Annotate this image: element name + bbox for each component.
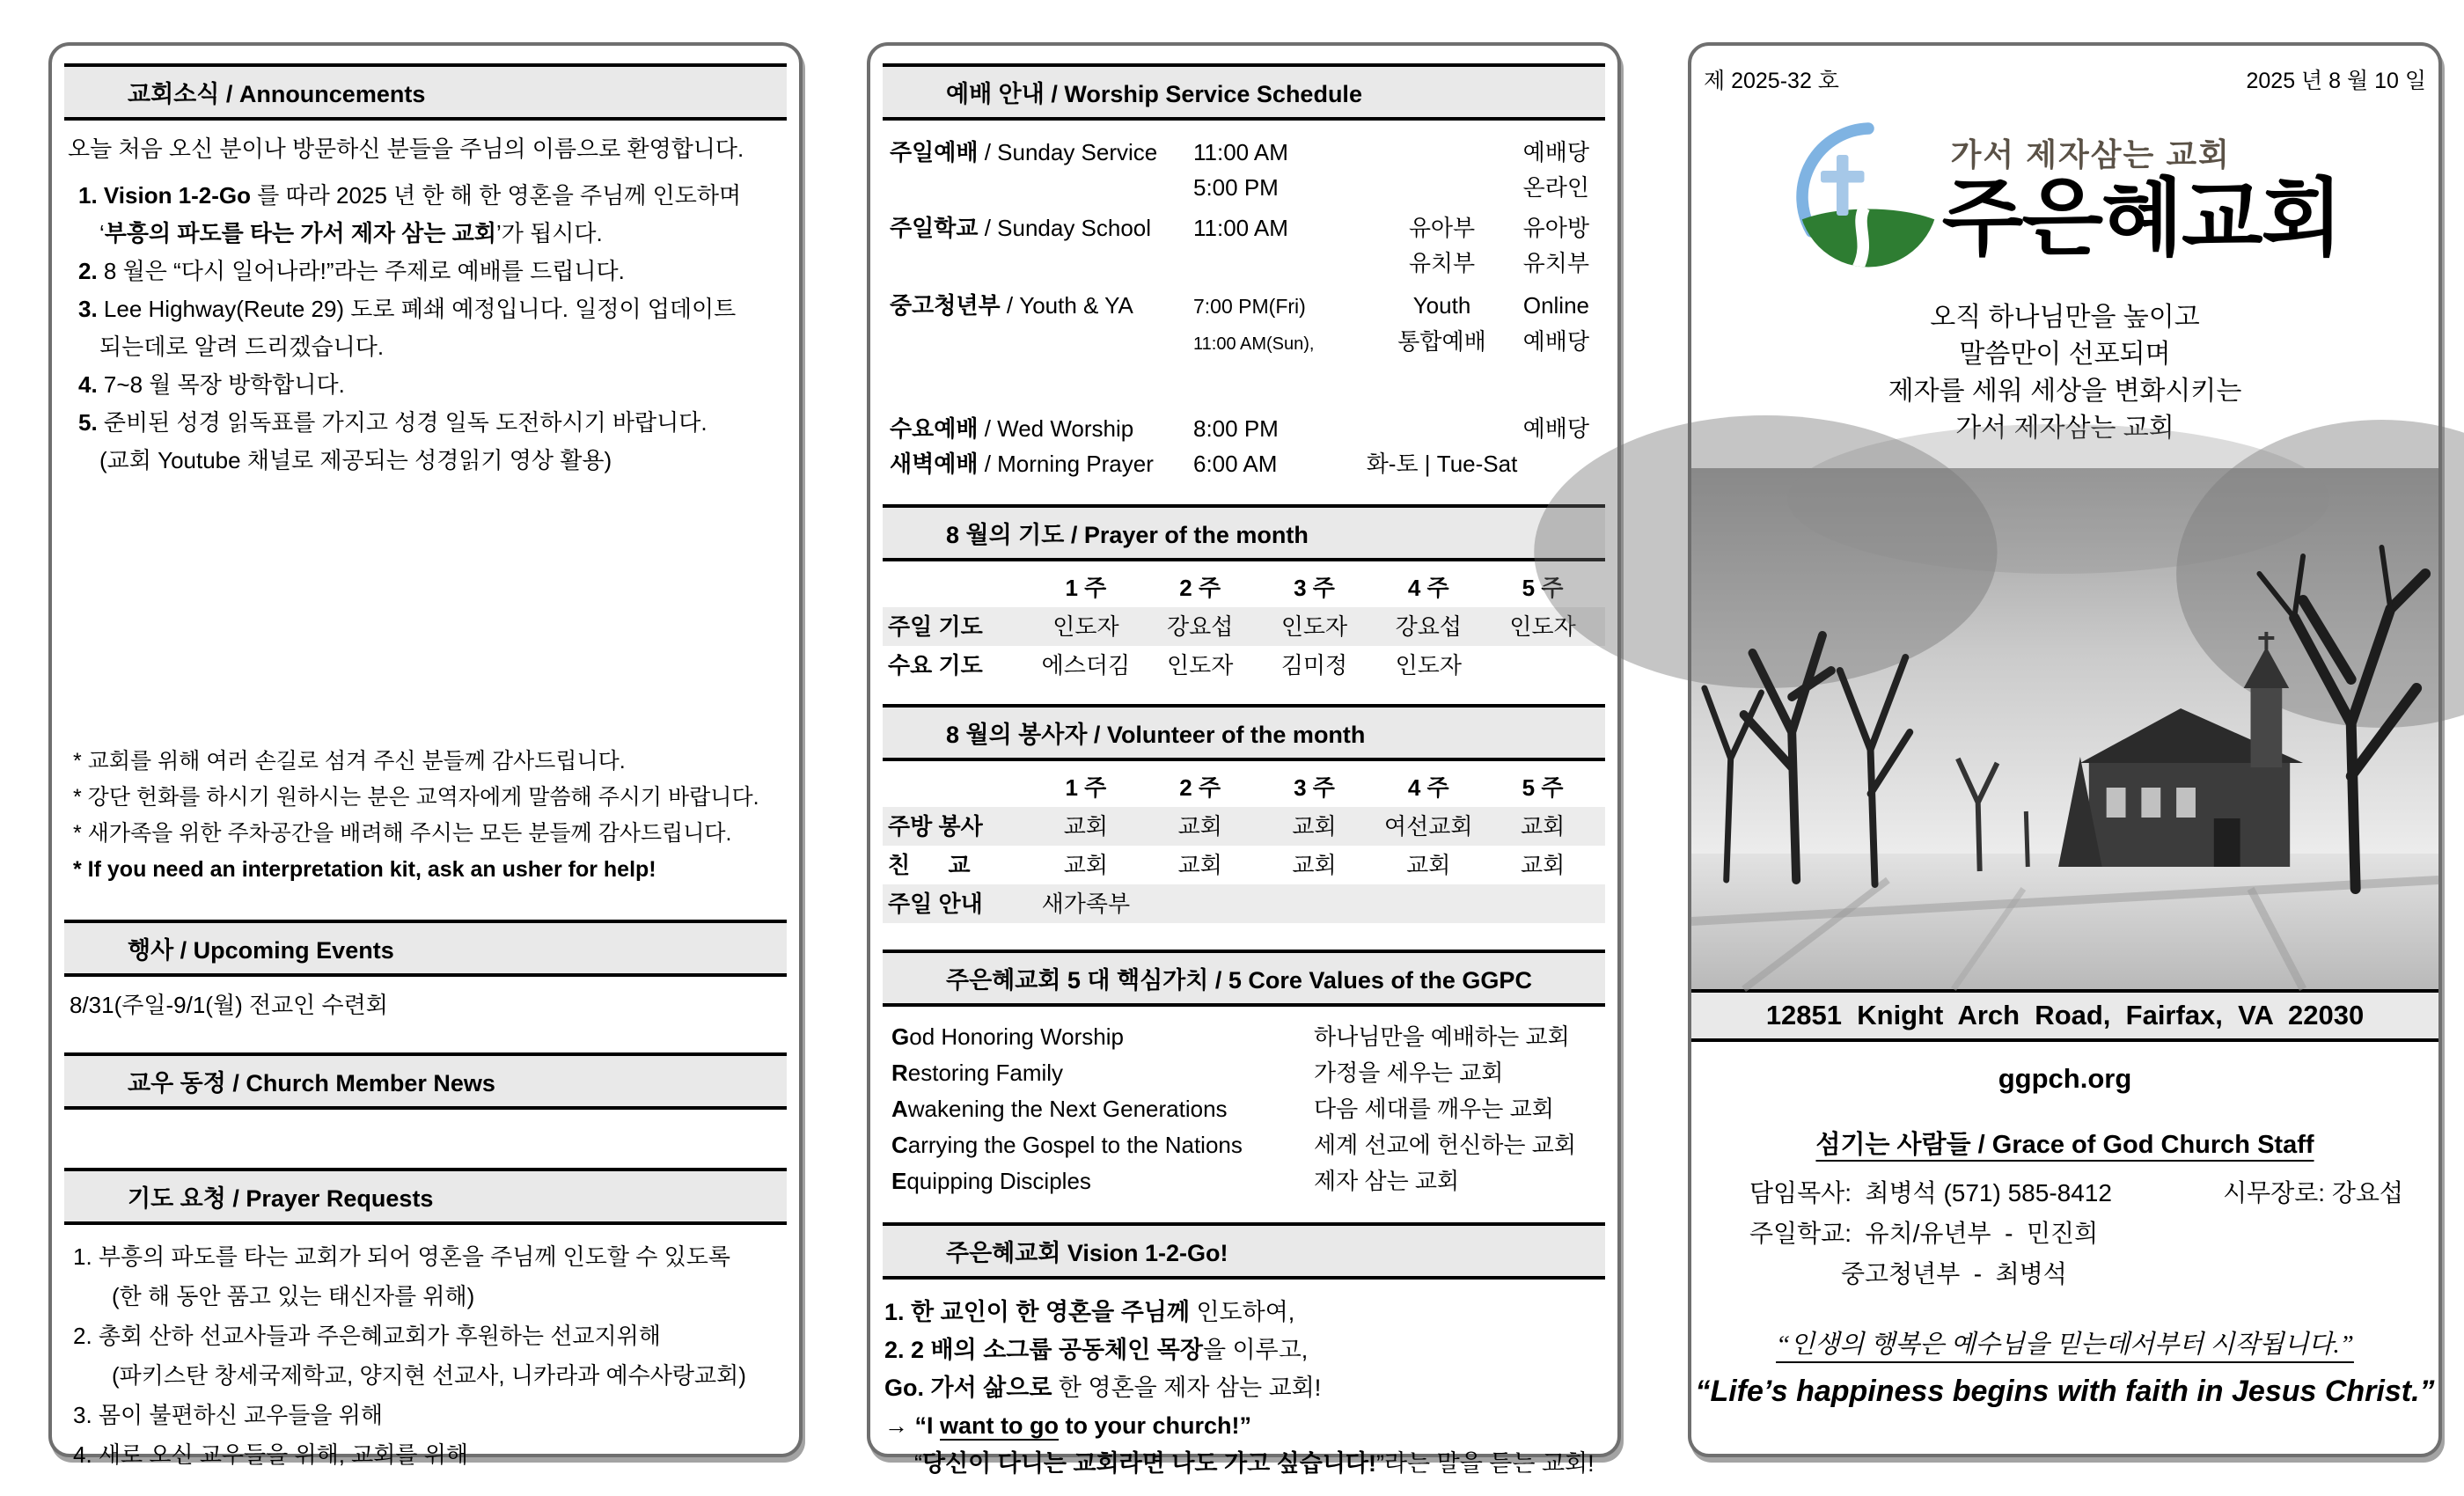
table-row: 주일 기도 인도자 강요섭 인도자 강요섭 인도자 (883, 607, 1605, 646)
issue-number: 제 2025-32 호 (1704, 69, 1839, 93)
youth-staff: 중고청년부 - 최병석 (1841, 1260, 2067, 1287)
table-header-row: 1 주 2 주 3 주 4 주 5 주 (1065, 774, 1564, 801)
announcement-line: 5. 준비된 성경 읽독표를 가지고 성경 일독 도전하시기 바랍니다. (78, 409, 708, 436)
motto-english: “Life’s happiness begins with faith in Jesus Christ.” (1695, 1375, 2435, 1408)
church-logo (1691, 118, 2438, 276)
schedule-row: 중고청년부 / Youth & YA 7:00 PM(Fri) Youth Online (890, 292, 1589, 319)
church-logo-icon (1789, 118, 1947, 276)
core-value-row: Awakening the Next Generations 다음 세대를 깨우는 교회 (891, 1096, 1554, 1122)
prayer-request-line: 1. 부흥의 파도를 타는 교회가 되어 영혼을 주님께 인도할 수 있도록 (73, 1243, 730, 1270)
prayer-request-list (52, 1225, 799, 1475)
vision-line: 2. 2 배의 소그룹 공동체인 목장을 이루고, (884, 1337, 1309, 1363)
volunteer-month-table (883, 768, 1605, 923)
prayer-month-table (883, 568, 1605, 685)
church-name: 주은혜교회 (1941, 172, 2342, 267)
announcement-line: (교회 Youtube 채널로 제공되는 성경읽기 영상 활용) (99, 447, 612, 473)
prayer-request-line: 3. 몸이 불편하신 교우들을 위해 (73, 1402, 383, 1428)
motto-korean: “인생의 행복은 예수님을 믿는데서부터 시작됩니다.” (1776, 1331, 2354, 1359)
vision-line: Go. 가서 삶으로 한 영혼을 제자 삼는 교회! (884, 1375, 1322, 1401)
core-value-row: Restoring Family 가정을 세우는 교회 (891, 1060, 1504, 1086)
vision-header (883, 1222, 1605, 1280)
section-title: 8 월의 봉사자 / Volunteer of the month (946, 722, 1366, 748)
schedule-row: 유치부 유치부 (1408, 250, 1589, 276)
section-title: 행사 / Upcoming Events (128, 937, 394, 964)
announcement-line: 4. 7~8 월 목장 방학합니다. (78, 371, 345, 398)
staff-title: 섬기는 사람들 / Grace of God Church Staff (1815, 1131, 2314, 1159)
table-row: 주일 안내 새가족부 (883, 884, 1605, 923)
section-title: 교회소식 / Announcements (128, 81, 426, 107)
mission-line: 가서 제자삼는 교회 (1955, 414, 2174, 443)
member-news-header (64, 1052, 787, 1110)
thank-you-notes (52, 744, 799, 888)
address-bar: 12851 Knight Arch Road, Fairfax, VA 22030 (1691, 989, 2438, 1042)
note-line: * 새가족을 위한 주차공간을 배려해 주시는 모든 분들께 감사드립니다. (73, 821, 732, 846)
schedule-row: 11:00 AM(Sun), 통합예배 예배당 (1193, 328, 1589, 355)
announcement-line: 1. Vision 1-2-Go 를 따라 2025 년 한 해 한 영혼을 주님께 인도하며 (78, 182, 742, 209)
vision-list (870, 1280, 1617, 1483)
table-row: 수요 기도 에스더김 인도자 김미정 인도자 (888, 652, 1462, 678)
prayer-request-line: 4. 새로 오신 교우들을 위해, 교회를 위해 (73, 1441, 468, 1468)
website: ggpch.org (1998, 1063, 2132, 1094)
section-title: 주은혜교회 5 대 핵심가치 / 5 Core Values of the GGPC (946, 967, 1532, 994)
core-values-header (883, 950, 1605, 1007)
senior-pastor: 담임목사: 최병석 (571) 585-8412 (1749, 1179, 2112, 1206)
staff-row (1691, 1161, 2438, 1214)
schedule-row: 주일예배 / Sunday Service 11:00 AM 예배당 (890, 139, 1589, 165)
elder: 시무장로: 강요섭 (2223, 1179, 2403, 1206)
prayer-month-header (883, 504, 1605, 561)
panel-worship-info (867, 42, 1621, 1477)
schedule-row: 5:00 PM 온라인 (1193, 174, 1589, 201)
prayer-request-line: (파키스탄 창세국제학교, 양지현 선교사, 니카라과 예수사랑교회) (112, 1362, 746, 1389)
event-item: 8/31(주일-9/1(월) 전교인 수련회 (70, 992, 388, 1018)
section-title: 주은혜교회 Vision 1-2-Go! (946, 1240, 1228, 1266)
section-title: 교우 동정 / Church Member News (128, 1070, 495, 1096)
note-line: * 강단 헌화를 하시기 원하시는 분은 교역자에게 말씀해 주시기 바랍니다. (73, 785, 759, 810)
mission-line: 오직 하나님만을 높이고 (1930, 303, 2200, 332)
table-row: 친 교 교회 교회 교회 교회 교회 (888, 852, 1566, 878)
prayer-request-line: 2. 총회 산하 선교사들과 주은혜교회가 후원하는 선교지위해 (73, 1323, 661, 1349)
mission-line: 말씀만이 선포되며 (1959, 340, 2171, 369)
panel-announcements (48, 42, 803, 1468)
church-photo (1691, 468, 2438, 989)
prayer-requests-header (64, 1168, 787, 1225)
worship-schedule (870, 121, 1617, 481)
member-news-empty (52, 1110, 799, 1168)
core-value-row: Carrying the Gospel to the Nations 세계 선교에 헌신하는 교회 (891, 1132, 1576, 1158)
vision-line: “당신이 다니는 교회라면 나도 가고 싶습니다!”라는 말을 듣는 교회! (914, 1450, 1595, 1477)
announcements-header (64, 63, 787, 121)
prayer-request-line: (한 해 동안 품고 있는 태신자를 위해) (112, 1283, 475, 1309)
table-header-row: 1 주 2 주 3 주 4 주 5 주 (1065, 575, 1564, 601)
core-value-row: God Honoring Worship 하나님만을 예배하는 교회 (891, 1023, 1570, 1050)
issue-date: 2025 년 8 월 10 일 (2246, 69, 2426, 93)
interpretation-note: * If you need an interpretation kit, ask an usher for help! (73, 857, 656, 882)
issue-row (1691, 46, 2438, 95)
announcement-line: ‘부흥의 파도를 타는 가서 제자 삼는 교회’가 됩시다. (99, 220, 603, 246)
section-title: 예배 안내 / Worship Service Schedule (946, 81, 1362, 107)
section-title: 8 월의 기도 / Prayer of the month (946, 522, 1309, 548)
announcement-list (52, 166, 799, 480)
core-value-row: Equipping Disciples 제자 삼는 교회 (891, 1168, 1460, 1194)
mission-line: 제자를 세워 세상을 변화시키는 (1888, 377, 2242, 406)
logo-tagline: 가서 제자삼는 교회 (1950, 136, 2231, 173)
schedule-row: 수요예배 / Wed Worship 8:00 PM 예배당 (890, 415, 1589, 442)
volunteer-month-header (883, 704, 1605, 761)
vision-line: → “I want to go to your church!” (884, 1412, 1252, 1439)
announcement-line: 2. 8 월은 “다시 일어나라!”라는 주제로 예배를 드립니다. (78, 258, 625, 284)
schedule-row: 새벽예배 / Morning Prayer 6:00 AM 화-토 | Tue-Sat (890, 451, 1518, 477)
vision-line: 1. 한 교인이 한 영혼을 주님께 인도하여, (884, 1299, 1295, 1325)
announcement-line: 3. Lee Highway(Reute 29) 도로 폐쇄 예정입니다. 일정이 업데이트 (78, 296, 737, 322)
section-title: 기도 요청 / Prayer Requests (128, 1185, 434, 1212)
table-row: 주방 봉사 교회 교회 교회 여선교회 교회 (883, 807, 1605, 846)
panel-cover (1688, 42, 2442, 1457)
staff-section (1691, 1125, 2438, 1294)
sunday-school-staff: 주일학교: 유치/유년부 - 민진희 (1749, 1220, 2099, 1247)
worship-schedule-header (883, 63, 1605, 121)
events-header (64, 920, 787, 977)
announcement-line: 되는데로 알려 드리겠습니다. (99, 334, 385, 360)
schedule-row: 주일학교 / Sunday School 11:00 AM 유아부 유아방 (890, 215, 1589, 241)
welcome-line: 오늘 처음 오신 분이나 방문하신 분들을 주님의 이름으로 환영합니다. (68, 136, 744, 162)
note-line: * 교회를 위해 여러 손길로 섬겨 주신 분들께 감사드립니다. (73, 749, 626, 774)
core-values-list (870, 1007, 1617, 1199)
